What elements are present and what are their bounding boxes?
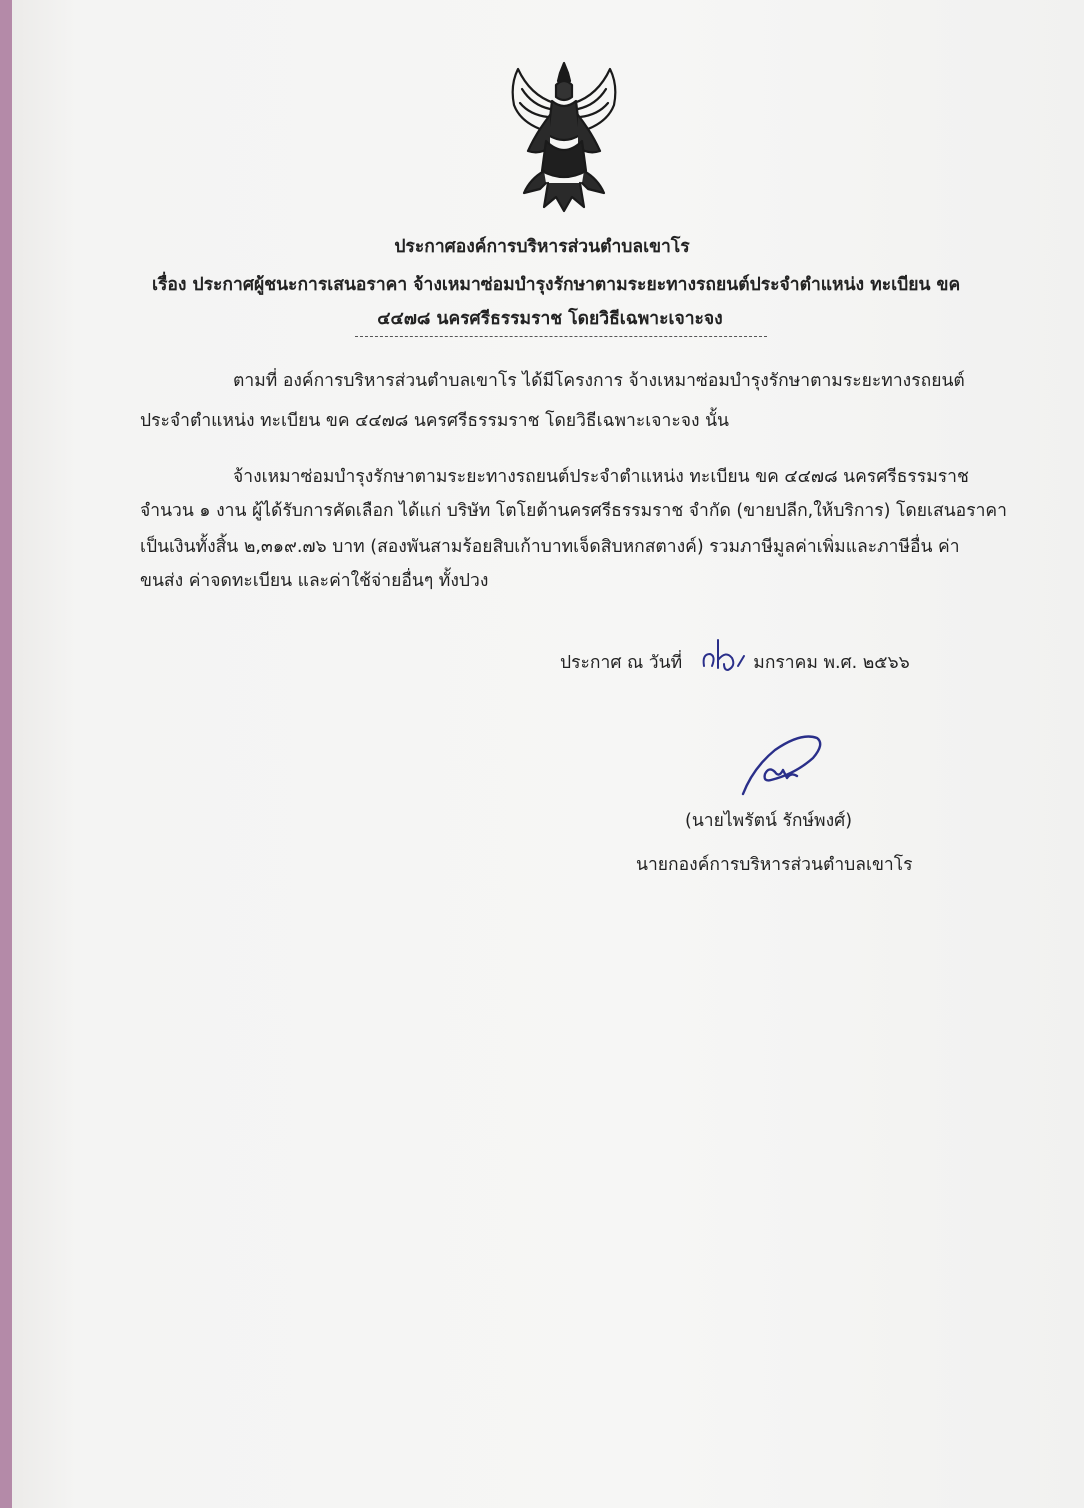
subject-line-2: ๔๔๗๘ นครศรีธรรมราช โดยวิธีเฉพาะเจาะจง <box>377 309 723 329</box>
date-suffix: มกราคม พ.ศ. ๒๕๖๖ <box>753 653 910 673</box>
subject-line-1: เรื่อง ประกาศผู้ชนะการเสนอราคา จ้างเหมาซ่อมบำรุงรักษาตามระยะทางรถยนต์ประจำตำแหน่ง ทะเบียน ขค <box>152 275 961 295</box>
paragraph1-line1: ตามที่ องค์การบริหารส่วนตำบลเขาโร ได้มีโครงการ จ้างเหมาซ่อมบำรุงรักษาตามระยะทางรถยนต์ <box>233 371 965 391</box>
document-page <box>12 0 1084 1508</box>
signature-mark <box>735 728 827 800</box>
paragraph1-line2: ประจำตำแหน่ง ทะเบียน ขค ๔๔๗๘ นครศรีธรรมราช โดยวิธีเฉพาะเจาะจง นั้น <box>140 411 730 431</box>
paragraph2-line2: จำนวน ๑ งาน ผู้ได้รับการคัดเลือก ได้แก่ บริษัท โตโยต้านครศรีธรรมราช จำกัด (ขายปลีก,ให้บริการ) โดยเสนอราคา <box>140 501 1007 521</box>
handwritten-day-mark <box>698 636 748 674</box>
paragraph2-line3: เป็นเงินทั้งสิ้น ๒,๓๑๙.๗๖ บาท (สองพันสามร้อยสิบเก้าบาทเจ็ดสิบหกสตางค์) รวมภาษีมูลค่าเพิ่มและภาษีอื่น ค่า <box>140 537 960 557</box>
divider-line <box>355 336 767 337</box>
signer-position: นายกองค์การบริหารส่วนตำบลเขาโร <box>636 855 913 875</box>
signer-name: (นายไพรัตน์ รักษ์พงศ์) <box>685 811 853 831</box>
date-prefix: ประกาศ ณ วันที่ <box>560 653 683 673</box>
announcement-title: ประกาศองค์การบริหารส่วนตำบลเขาโร <box>394 237 690 257</box>
paragraph2-line1: จ้างเหมาซ่อมบำรุงรักษาตามระยะทางรถยนต์ประจำตำแหน่ง ทะเบียน ขค ๔๔๗๘ นครศรีธรรมราช <box>233 467 969 487</box>
paragraph2-line4: ขนส่ง ค่าจดทะเบียน และค่าใช้จ่ายอื่นๆ ทั้งปวง <box>140 571 489 591</box>
garuda-emblem-icon <box>500 55 628 215</box>
